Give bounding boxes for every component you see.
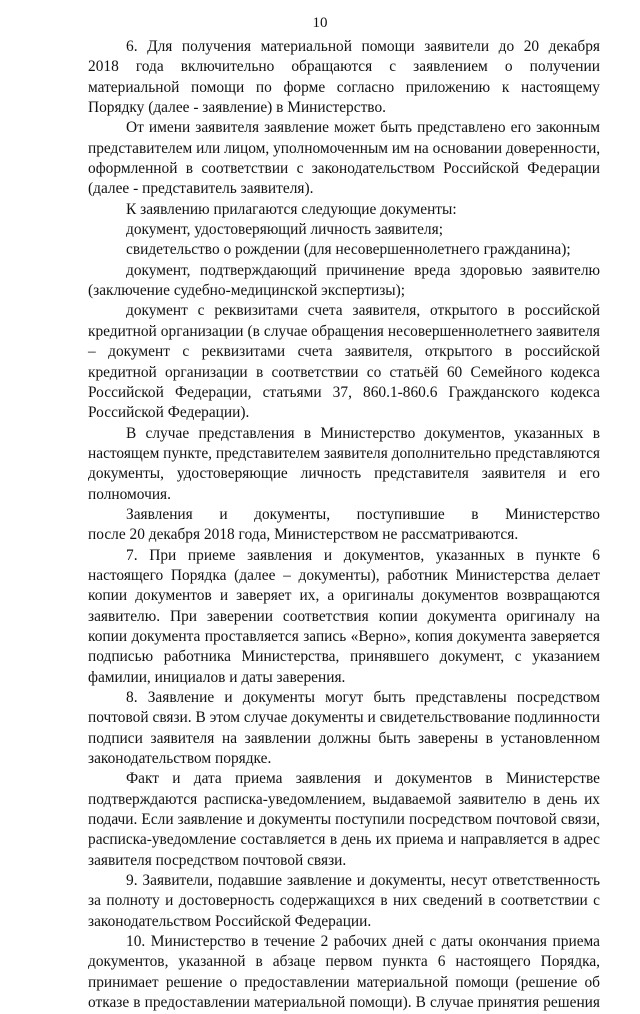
text-line: подписью работника Министерства, принявшего документ, с указанием (88, 648, 600, 666)
document-body (88, 37, 600, 1014)
text-line: документ с реквизитами счета заявителя, открытого в российской (126, 302, 600, 320)
text-line: после 20 декабря 2018 года, Министерством не рассматриваются. (88, 526, 519, 544)
text-line: настоящего Порядка (далее – документы), работник Министерства делает (88, 566, 600, 584)
text-line: документы, удостоверяющие личность представителя заявителя и его (88, 465, 600, 483)
text-line: законодательством Российской Федерации. (88, 912, 372, 930)
text-line: (заключение судебно-медицинской экспертизы); (88, 282, 406, 300)
text-line: подачи. Если заявление и документы поступили посредством почтовой связи, (88, 811, 600, 829)
text-line: настоящем пункте, представителем заявителя дополнительно представляются (88, 444, 601, 462)
text-line: 10. Министерство в течение 2 рабочих дней с даты окончания приема (126, 933, 600, 951)
text-line: Порядку (далее - заявление) в Министерство. (88, 99, 386, 117)
page-number: 10 (312, 15, 328, 31)
text-line: фамилии, инициалов и даты заверения. (88, 668, 346, 686)
text-line: подписи заявителя на заявлении должны быть заверены в установленном (88, 729, 600, 747)
text-line: почтовой связи. В этом случае документы и свидетельствование подлинности (88, 709, 600, 727)
text-line: за полноту и достоверность содержащихся в них сведений в соответствии с (88, 892, 600, 910)
text-line: оформленной в соответствии с законодательством Российской Федерации (88, 160, 600, 178)
text-line: документ, подтверждающий причинение вреда здоровью заявителю (126, 261, 600, 279)
text-line: кредитной организации в соответствии со статьёй 60 Семейного кодекса (88, 363, 600, 381)
text-line: принимает решение о предоставлении материальной помощи (решение об (88, 973, 600, 991)
text-line: материальной помощи по форме согласно приложению к настоящему (88, 78, 600, 96)
text-line: (далее - представитель заявителя). (88, 180, 314, 198)
text-line: В случае представления в Министерство документов, указанных в (126, 424, 600, 442)
text-line: – документ с реквизитами счета заявителя, открытого в российской (88, 343, 600, 361)
text-line: 6. Для получения материальной помощи заявители до 20 декабря (126, 38, 600, 55)
text-line: представителем или лицом, уполномоченным им на основании доверенности, (88, 139, 601, 157)
text-line: заявителя посредством почтовой связи. (88, 851, 347, 869)
text-line: Факт и дата приема заявления и документов в Министерстве (126, 770, 600, 788)
text-line: расписка-уведомление составляется в день их приема и направляется в адрес (88, 831, 600, 849)
text-line: полномочия. (88, 485, 171, 503)
text-line: 8. Заявление и документы могут быть представлены посредством (126, 689, 600, 706)
text-line: отказе в предоставлении материальной помощи). В случае принятия решения (88, 994, 600, 1012)
text-line: копии документа проставляется запись «Верно», копия документа заверяется (88, 627, 600, 645)
text-line: Заявления и документы, поступившие в Министерство (126, 505, 600, 523)
text-line: Российской Федерации, статьями 37, 860.1-860.6 Гражданского кодекса (88, 383, 600, 401)
text-line: К заявлению прилагаются следующие документы: (126, 200, 457, 218)
text-line: заявителю. При заверении соответствия копии документа оригиналу на (88, 607, 600, 625)
text-line: 7. При приеме заявления и документов, указанных в пункте 6 (126, 546, 600, 564)
text-line: От имени заявителя заявление может быть представлено его законным (126, 119, 600, 137)
text-line: свидетельство о рождении (для несовершеннолетнего гражданина); (126, 241, 571, 259)
text-line: кредитной организации (в случае обращения несовершеннолетнего заявителя (88, 322, 600, 340)
text-line: копии документов и заверяет их, а оригиналы документов возвращаются (88, 587, 600, 605)
text-line: подтверждаются расписка-уведомлением, выдаваемой заявителю в день их (88, 790, 600, 808)
text-line: законодательством порядке. (88, 750, 272, 768)
text-line: Российской Федерации). (88, 404, 250, 422)
text-line: 9. Заявители, подавшие заявление и документы, несут ответственность (126, 872, 600, 890)
text-line: документ, удостоверяющий личность заявителя; (126, 221, 443, 239)
text-line: документов, указанной в абзаце первом пункта 6 настоящего Порядка, (88, 953, 600, 971)
text-line: 2018 года включительно обращаются с заявлением о получении (88, 58, 600, 76)
